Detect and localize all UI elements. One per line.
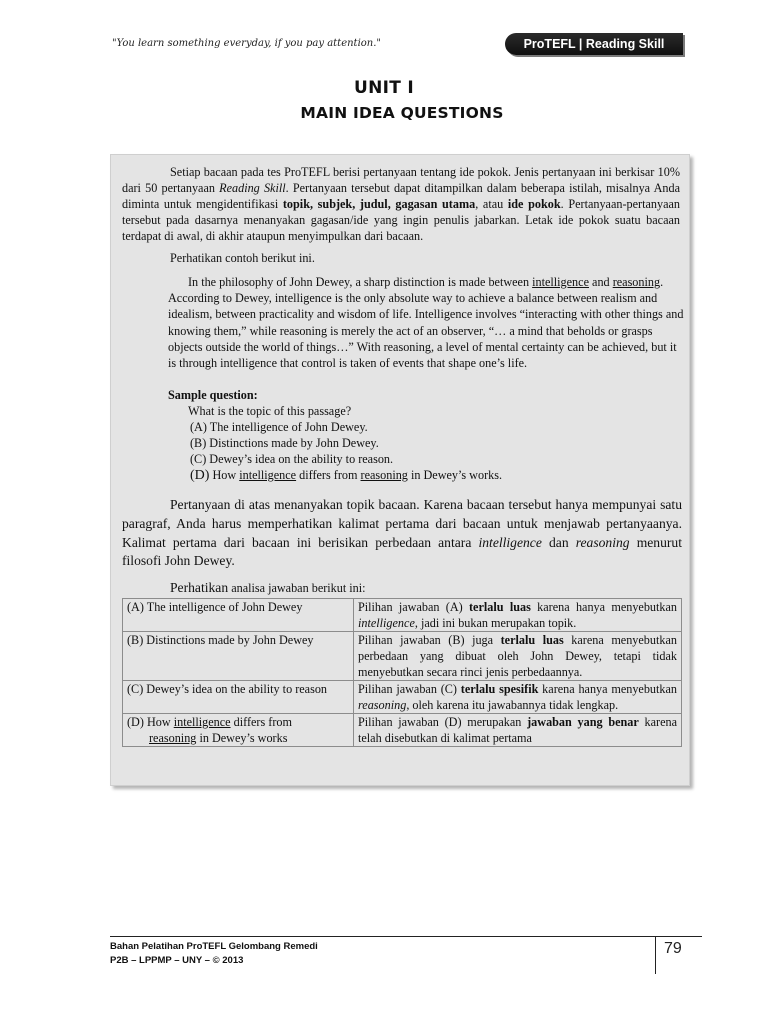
option-a: (A) The intelligence of John Dewey. — [190, 420, 368, 434]
option-c: (C) Dewey’s idea on the ability to reason. — [190, 452, 394, 466]
table-cell: (D) How intelligence differs from reasoning in Dewey’s works — [123, 714, 354, 747]
unit-subtitle: MAIN IDEA QUESTIONS — [300, 104, 504, 122]
option-d: (D) How intelligence differs from reasoning in Dewey’s works. — [190, 468, 503, 483]
unit-title: UNIT I — [354, 78, 414, 98]
intro-paragraph: Setiap bacaan pada tes ProTEFL berisi pertanyaan tentang ide pokok. Jenis pertanyaan ini berkisar 10% dari 50 pertanyaan Reading Skill. Pertanyaan tersebut dapat ditampilkan dalam beberapa istilah, misalnya Anda diminta untuk mengidentifikasi topik, subjek, judul, gagasan utama, atau ide pokok. Pertanyaan-pertanyaan tersebut pada dasarnya menanyakan gagasan/ide yang ingin penulis jabarkan. Letak ide pokok suatu bacaan terdapat di awal, di akhir ataupun menyimpulkan dari bacaan. — [122, 165, 680, 243]
reading-passage: In the philosophy of John Dewey, a sharp distinction is made between intelligence and reasoning. According to Dewey, intelligence is the only absolute way to achieve a balance between realism and idealism, between practicality and wisdom of life. Intelligence involves “interacting with other things and knowing them,” while reasoning is merely the act of an observer, “… a mind that beholds or grasps objects outside the world of things…” With reasoning, a level of mental certainty can be achieved, but it is through intelligence that control is taken of events that shape one’s life. — [168, 275, 684, 371]
table-row — [123, 632, 682, 681]
page-number: 79 — [664, 940, 682, 957]
sample-question-text: What is the topic of this passage? — [188, 404, 352, 418]
table-row — [123, 599, 682, 632]
table-cell: (B) Distinctions made by John Dewey — [123, 632, 354, 681]
option-b: (B) Distinctions made by John Dewey. — [190, 436, 379, 450]
header-badge: ProTEFL | Reading Skill — [505, 33, 683, 55]
discussion-paragraph: Pertanyaan di atas menanyakan topik bacaan. Karena bacaan tersebut hanya mempunyai satu paragraf, Anda harus memperhatikan kalimat pertama dari bacaan untuk menjawab pertanyaanya. Kalimat pertama dari bacaan ini berisikan perbedaan antara intelligence dan reasoning menurut filosofi John Dewey. — [122, 497, 682, 569]
table-cell: Pilihan jawaban (B) juga terlalu luas karena menyebutkan perbedaan yang dibuat oleh John Dewey, tetapi tidak menyebutkan secara rinci jenis perbedaannya. — [354, 632, 682, 681]
footer-credit: Bahan Pelatihan ProTEFL Gelombang Remedi P2B – LPPMP – UNY – © 2013 — [110, 941, 318, 966]
sample-question-label: Sample question: — [168, 388, 258, 402]
table-cell: (C) Dewey’s idea on the ability to reason — [123, 681, 354, 714]
footer-divider — [110, 936, 702, 937]
table-cell: Pilihan jawaban (A) terlalu luas karena hanya menyebutkan intelligence, jadi ini bukan merupakan topik. — [354, 599, 682, 632]
table-cell: Pilihan jawaban (D) merupakan jawaban yang benar karena telah disebutkan di kalimat pertama — [354, 714, 682, 747]
example-intro: Perhatikan contoh berikut ini. — [170, 251, 315, 265]
table-row — [123, 714, 682, 747]
analysis-intro: Perhatikan analisa jawaban berikut ini: — [170, 580, 366, 595]
table-row — [123, 681, 682, 714]
table-cell: (A) The intelligence of John Dewey — [123, 599, 354, 632]
analysis-table — [122, 598, 682, 747]
header-quote: "You learn something everyday, if you pay attention." — [112, 38, 382, 49]
table-cell: Pilihan jawaban (C) terlalu spesifik karena hanya menyebutkan reasoning, oleh karena itu jawabannya tidak lengkap. — [354, 681, 682, 714]
footer-page-divider — [655, 936, 656, 974]
